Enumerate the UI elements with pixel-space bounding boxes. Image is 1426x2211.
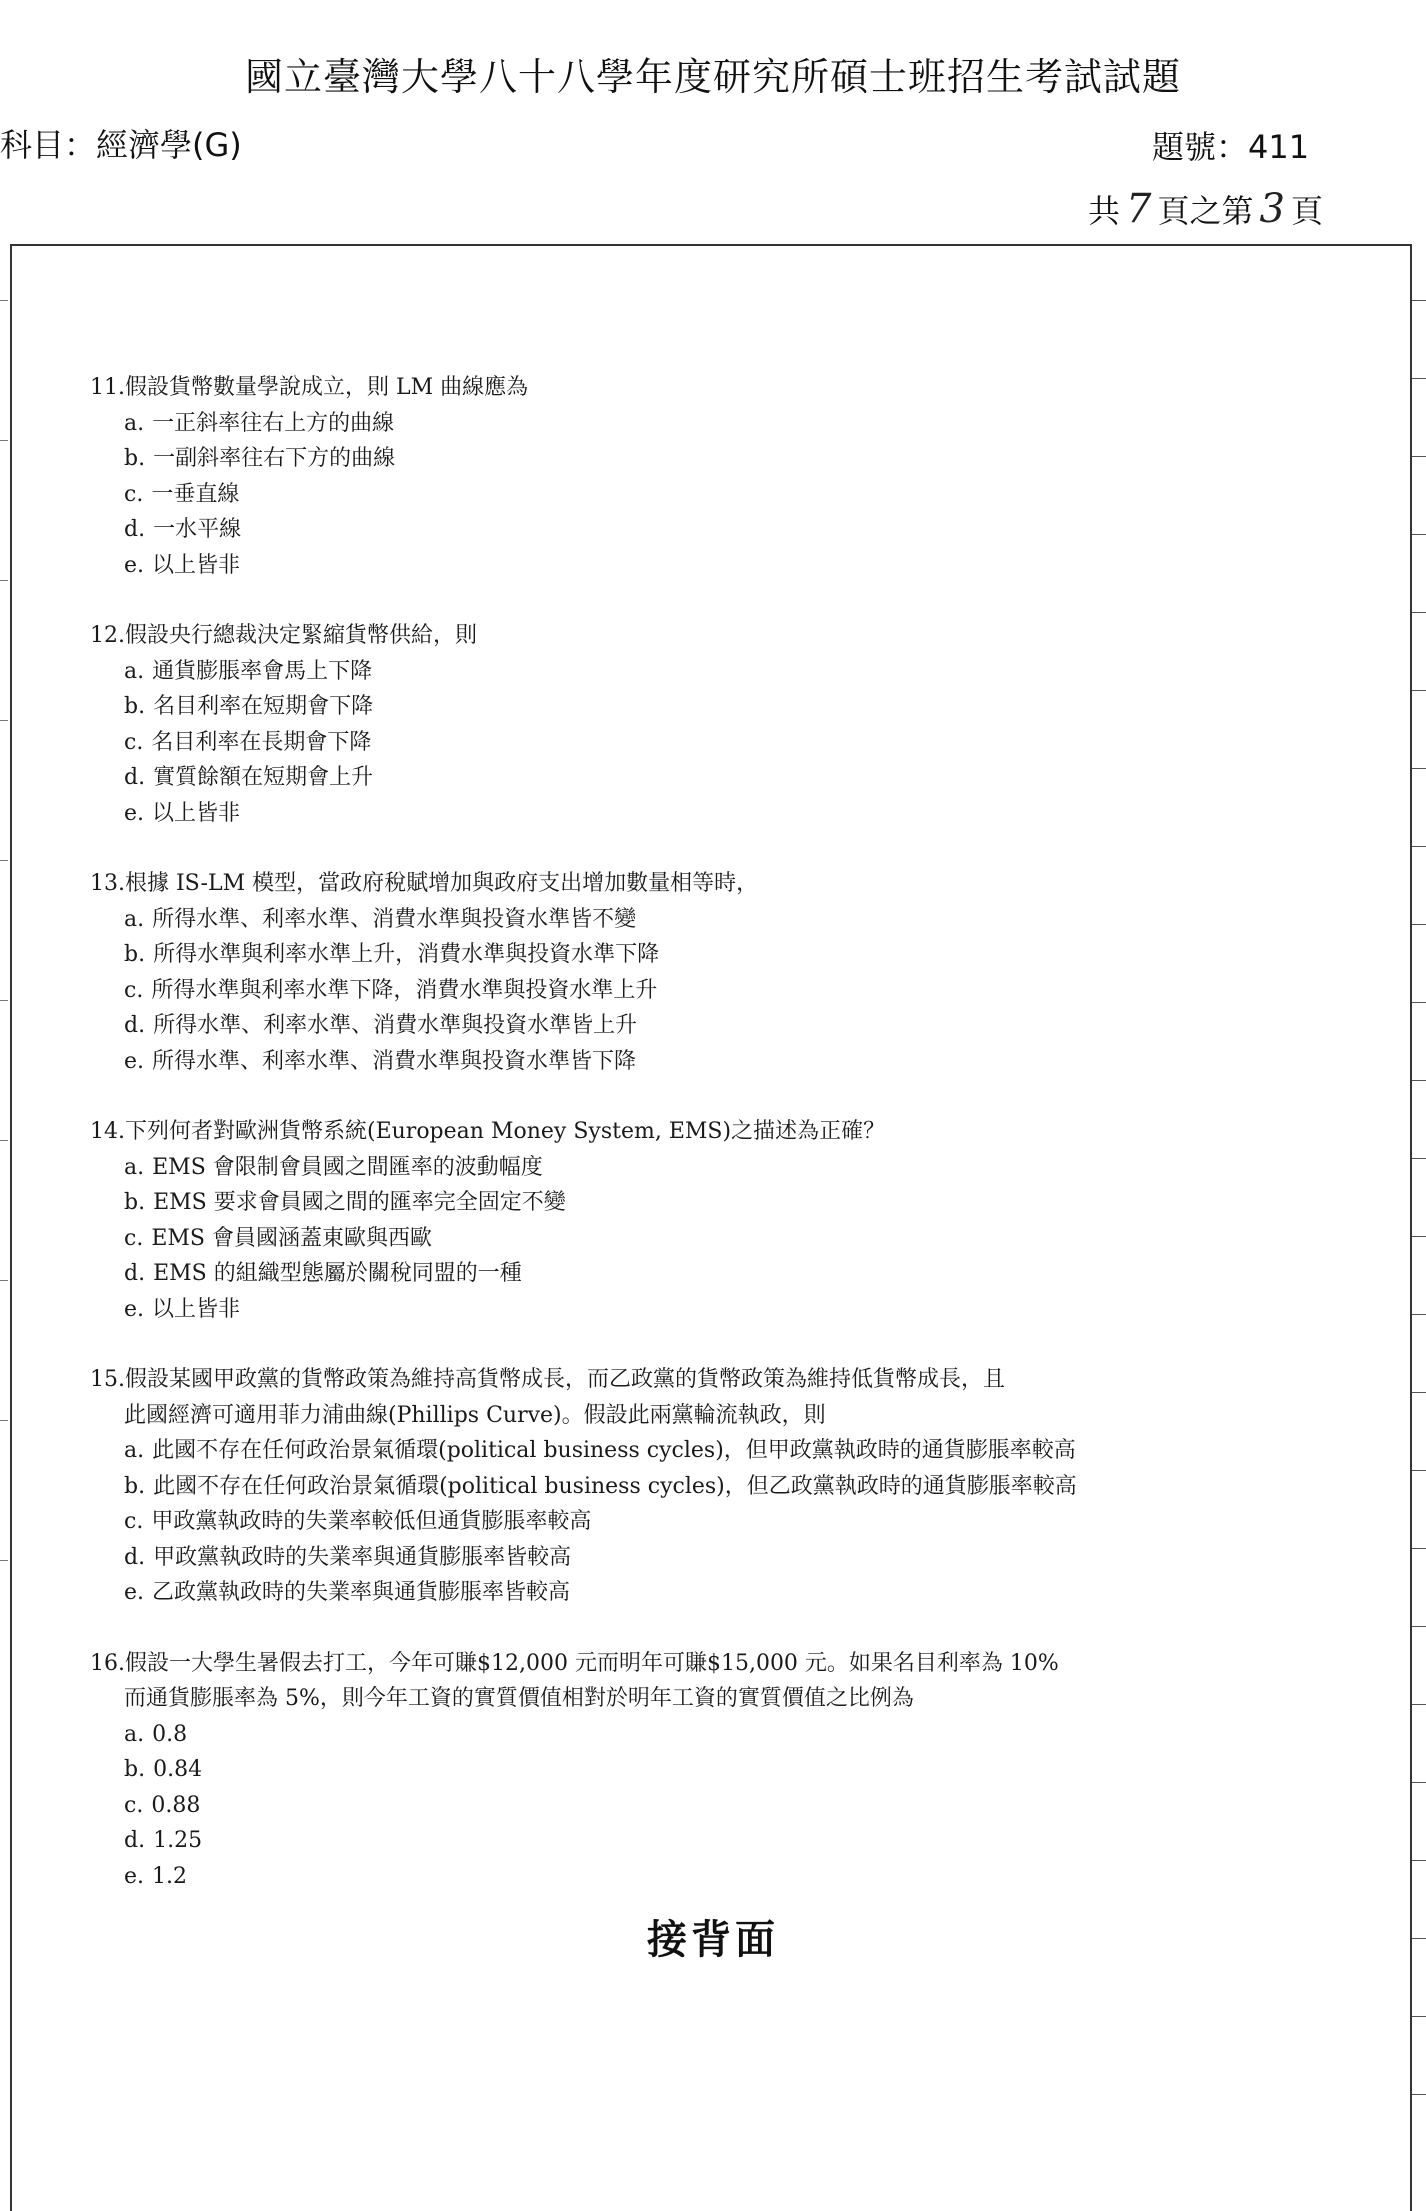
margin-tick <box>0 1560 8 1561</box>
option-letter: b. <box>124 942 146 967</box>
option-letter: c. <box>124 481 144 507</box>
answer-option <box>124 477 1240 513</box>
option-letter: c. <box>124 1509 144 1534</box>
option-text: 此國不存在任何政治景氣循環(political business cycles)，但乙政黨執政時的通貨膨脹率較高 <box>153 1473 1077 1499</box>
option-letter: e. <box>124 1296 145 1322</box>
option-letter: c. <box>124 977 144 1003</box>
answer-option <box>124 1540 1240 1576</box>
option-letter: c. <box>124 1792 144 1818</box>
option-text: 一垂直線 <box>151 481 240 507</box>
answer-option <box>124 548 1240 584</box>
option-text: 名目利率在短期會下降 <box>153 694 374 719</box>
question-item <box>90 866 1240 1079</box>
option-text: 此國不存在任何政治景氣循環(political business cycles)，但甲政黨執政時的通貨膨脹率較高 <box>152 1438 1076 1463</box>
exam-title: 國立臺灣大學八十八學年度研究所碩士班招生考試試題 <box>244 55 1181 99</box>
page-current: 3 <box>1259 186 1285 232</box>
answer-option <box>124 1752 1240 1788</box>
margin-tick <box>1412 1392 1426 1393</box>
margin-tick <box>1412 1548 1426 1549</box>
answer-option <box>124 1469 1240 1505</box>
option-letter: d. <box>124 1013 146 1038</box>
option-letter: b. <box>124 1190 146 1215</box>
margin-tick <box>1412 768 1426 769</box>
option-letter: d. <box>124 1544 146 1570</box>
option-text: 0.84 <box>153 1757 203 1782</box>
option-text: 以上皆非 <box>152 552 241 578</box>
page-count-suffix: 頁 <box>1290 192 1323 230</box>
option-list <box>90 1150 1240 1328</box>
question-item <box>90 1646 1240 1895</box>
option-letter: d. <box>124 1828 146 1853</box>
answer-option <box>124 973 1240 1009</box>
answer-option <box>124 1823 1240 1859</box>
option-text: 所得水準、利率水準、消費水準與投資水準皆不變 <box>152 906 637 932</box>
option-text: 0.8 <box>152 1721 188 1747</box>
answer-option <box>124 725 1240 761</box>
option-letter: a. <box>124 1721 145 1747</box>
question-stem: 15.假設某國甲政黨的貨幣政策為維持高貨幣成長，而乙政黨的貨幣政策為維持低貨幣成長，且 <box>90 1367 1005 1392</box>
option-letter: a. <box>124 1438 145 1463</box>
answer-option <box>124 1859 1240 1895</box>
option-letter: a. <box>124 1154 145 1180</box>
margin-tick <box>1412 2094 1426 2095</box>
option-letter: b. <box>124 694 146 719</box>
answer-option <box>124 760 1240 796</box>
option-text: 以上皆非 <box>152 800 241 826</box>
option-letter: e. <box>124 552 145 578</box>
question-stem: 12.假設央行總裁決定緊縮貨幣供給，則 <box>90 623 477 648</box>
option-list <box>90 406 1240 584</box>
margin-tick <box>1412 690 1426 691</box>
margin-tick <box>0 1000 8 1001</box>
option-letter: a. <box>124 658 145 684</box>
answer-option <box>124 654 1240 690</box>
option-text: 名目利率在長期會下降 <box>151 729 372 755</box>
margin-tick <box>1412 1314 1426 1315</box>
option-text: 1.25 <box>153 1828 203 1853</box>
margin-tick <box>1412 846 1426 847</box>
answer-option <box>124 1008 1240 1044</box>
margin-tick <box>1412 1782 1426 1783</box>
margin-tick <box>1412 1626 1426 1627</box>
option-list <box>90 1717 1240 1895</box>
option-text: 所得水準與利率水準上升，消費水準與投資水準下降 <box>153 942 660 967</box>
answer-option <box>124 1292 1240 1328</box>
margin-tick <box>1412 1002 1426 1003</box>
left-margin-marks <box>0 300 10 1700</box>
margin-tick <box>1412 1704 1426 1705</box>
option-text: 通貨膨脹率會馬上下降 <box>152 658 373 684</box>
continue-on-back-note: 接背面 <box>647 1916 779 1963</box>
option-list <box>90 654 1240 832</box>
option-text: 以上皆非 <box>152 1296 241 1322</box>
option-text: EMS 要求會員國之間的匯率完全固定不變 <box>153 1190 566 1215</box>
margin-tick <box>1412 924 1426 925</box>
question-stem-continuation: 而通貨膨脹率為 5%，則今年工資的實質價值相對於明年工資的實質價值之比例為 <box>124 1686 914 1711</box>
option-text: 甲政黨執政時的失業率較低但通貨膨脹率較高 <box>151 1509 592 1534</box>
option-text: 一水平線 <box>153 517 242 542</box>
option-text: 乙政黨執政時的失業率與通貨膨脹率皆較高 <box>152 1580 571 1605</box>
option-letter: a. <box>124 906 145 932</box>
answer-option <box>124 1504 1240 1540</box>
option-letter: d. <box>124 517 146 542</box>
option-text: EMS 會員國涵蓋東歐與西歐 <box>151 1225 432 1251</box>
question-stem-continuation: 此國經濟可適用菲力浦曲線(Phillips Curve)。假設此兩黨輪流執政，則 <box>124 1402 826 1428</box>
question-item <box>90 370 1240 583</box>
page-count <box>1088 186 1323 232</box>
question-number-label: 題號：411 <box>1152 128 1310 166</box>
option-text: 一正斜率往右上方的曲線 <box>152 410 395 436</box>
answer-option <box>124 441 1240 477</box>
option-letter: e. <box>124 800 145 826</box>
option-letter: c. <box>124 1225 144 1251</box>
option-letter: a. <box>124 410 145 436</box>
margin-tick <box>1412 2016 1426 2017</box>
option-text: 所得水準、利率水準、消費水準與投資水準皆下降 <box>152 1048 637 1074</box>
option-text: 0.88 <box>151 1792 201 1818</box>
option-letter: d. <box>124 1261 146 1286</box>
option-text: 一副斜率往右下方的曲線 <box>153 446 396 471</box>
option-text: EMS 的組織型態屬於關稅同盟的一種 <box>153 1261 522 1286</box>
answer-option <box>124 1788 1240 1824</box>
answer-option <box>124 937 1240 973</box>
question-stem: 11.假設貨幣數量學說成立，則 LM 曲線應為 <box>90 375 529 400</box>
answer-option <box>124 1256 1240 1292</box>
question-item <box>90 1114 1240 1327</box>
option-letter: d. <box>124 765 146 790</box>
option-text: 所得水準與利率水準下降，消費水準與投資水準上升 <box>151 977 658 1003</box>
margin-tick <box>0 1280 8 1281</box>
margin-tick <box>1412 1236 1426 1237</box>
margin-tick <box>1412 1860 1426 1861</box>
margin-tick <box>1412 1080 1426 1081</box>
answer-option <box>124 1150 1240 1186</box>
answer-option <box>124 689 1240 725</box>
question-list <box>90 370 1240 1929</box>
option-letter: b. <box>124 446 146 471</box>
option-letter: e. <box>124 1048 145 1074</box>
option-text: 甲政黨執政時的失業率與通貨膨脹率皆較高 <box>153 1544 572 1570</box>
margin-tick <box>1412 1158 1426 1159</box>
margin-tick <box>1412 300 1426 301</box>
option-text: EMS 會限制會員國之間匯率的波動幅度 <box>152 1154 543 1180</box>
option-letter: e. <box>124 1863 145 1889</box>
option-text: 所得水準、利率水準、消費水準與投資水準皆上升 <box>153 1013 638 1038</box>
answer-option <box>124 1433 1240 1469</box>
answer-option <box>124 512 1240 548</box>
question-item <box>90 618 1240 831</box>
option-letter: c. <box>124 729 144 755</box>
margin-tick <box>0 1420 8 1421</box>
margin-tick <box>1412 612 1426 613</box>
answer-option <box>124 902 1240 938</box>
margin-tick <box>0 1140 8 1141</box>
margin-tick <box>1412 456 1426 457</box>
question-stem: 14.下列何者對歐洲貨幣系統(European Money System, EMS)之描述為正確？ <box>90 1119 886 1144</box>
margin-tick <box>0 440 8 441</box>
margin-tick <box>0 720 8 721</box>
answer-option <box>124 1044 1240 1080</box>
page-count-prefix: 共 <box>1088 192 1121 230</box>
answer-option <box>124 406 1240 442</box>
margin-tick <box>1412 1470 1426 1471</box>
question-stem: 16.假設一大學生暑假去打工，今年可賺$12,000 元而明年可賺$15,000 元。如果名目利率為 10% <box>90 1650 1059 1676</box>
answer-option <box>124 1221 1240 1257</box>
question-stem: 13.根據 IS-LM 模型，當政府稅賦增加與政府支出增加數量相等時， <box>90 871 759 896</box>
option-text: 1.2 <box>152 1863 188 1889</box>
option-list <box>90 1433 1240 1611</box>
page-count-middle: 頁之第 <box>1157 192 1254 230</box>
option-list <box>90 902 1240 1080</box>
answer-option <box>124 796 1240 832</box>
option-letter: b. <box>124 1757 146 1782</box>
margin-tick <box>0 580 8 581</box>
option-letter: b. <box>124 1473 146 1499</box>
subject-label: 科目：經濟學(G) <box>0 126 242 164</box>
margin-tick <box>1412 378 1426 379</box>
margin-tick <box>0 300 8 301</box>
answer-option <box>124 1185 1240 1221</box>
question-item <box>90 1362 1240 1611</box>
option-letter: e. <box>124 1580 145 1605</box>
margin-tick <box>1412 534 1426 535</box>
margin-tick <box>0 860 8 861</box>
option-text: 實質餘額在短期會上升 <box>153 765 374 790</box>
answer-option <box>124 1575 1240 1611</box>
answer-option <box>124 1717 1240 1753</box>
page-total: 7 <box>1126 186 1152 232</box>
